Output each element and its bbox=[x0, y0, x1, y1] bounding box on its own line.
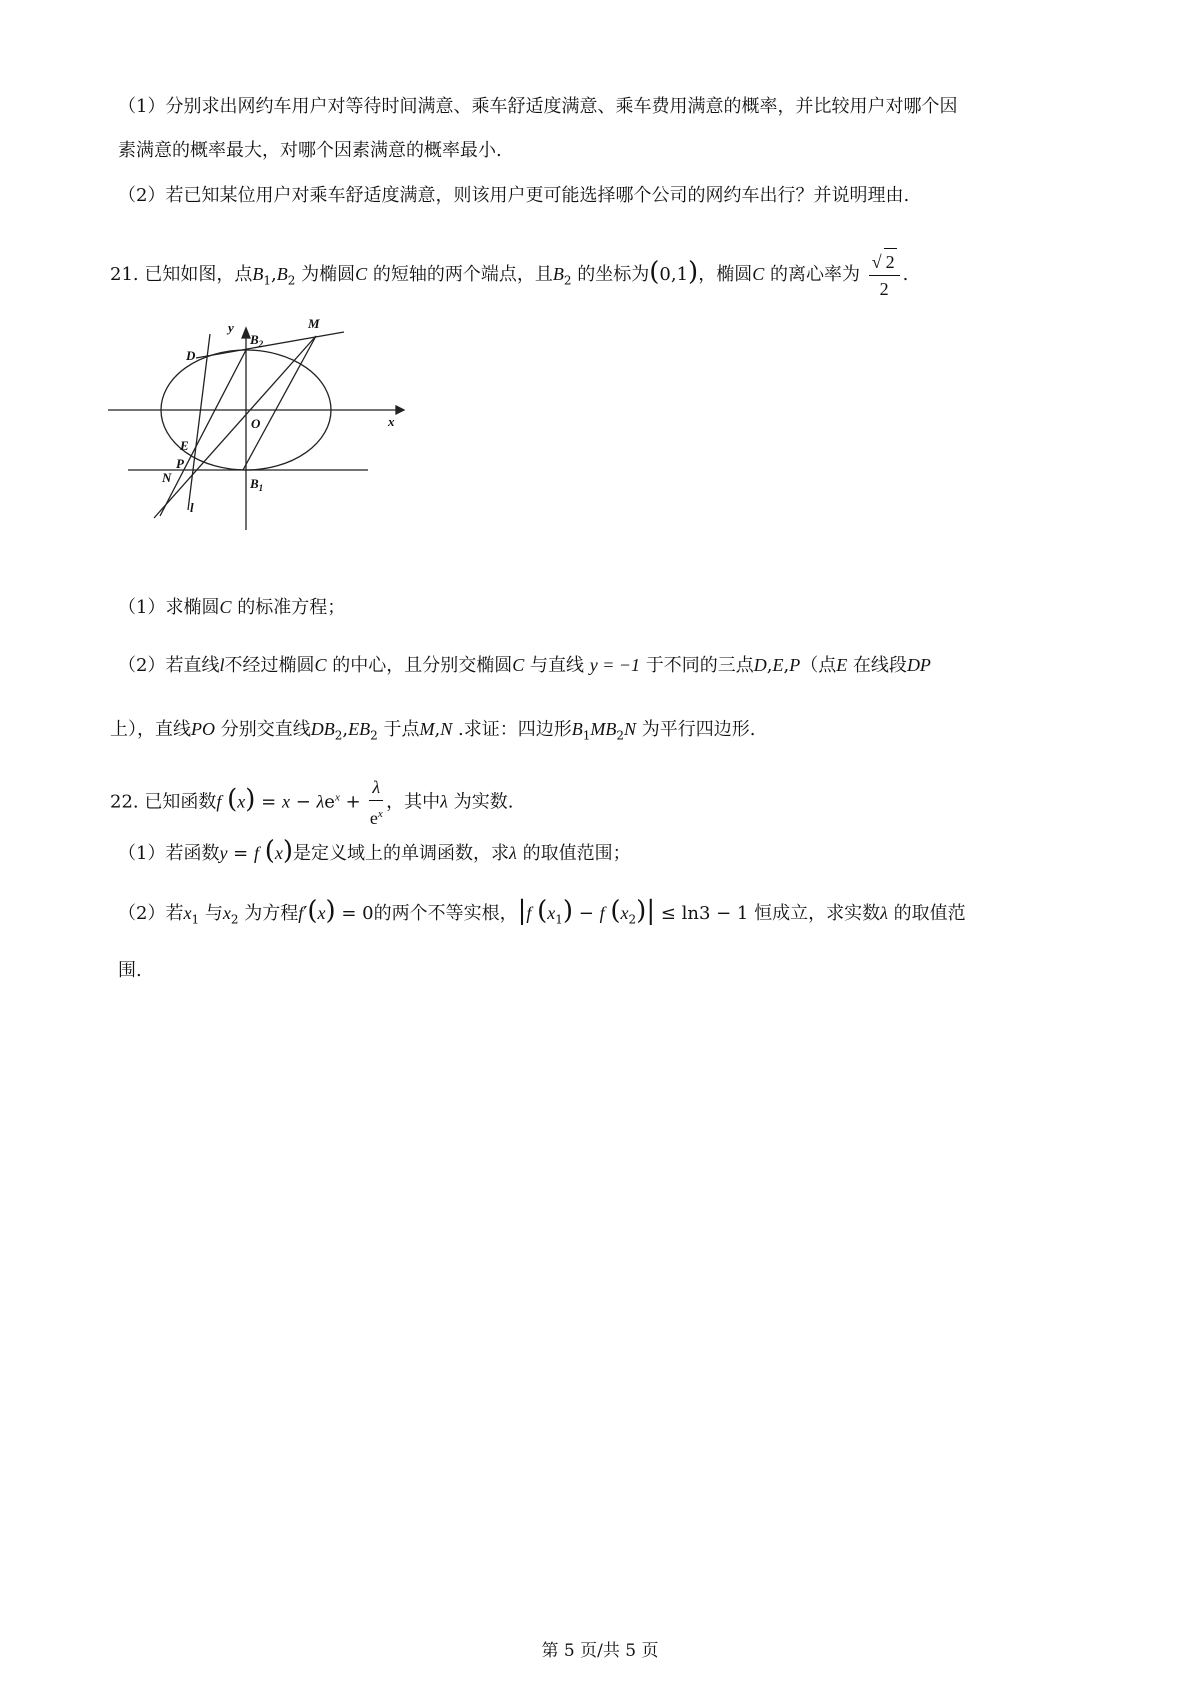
q20-part2: （2）若已知某位用户对乘车舒适度满意，则该用户更可能选择哪个公司的网约车出行？并说明理由. bbox=[118, 185, 910, 206]
y-axis-arrow bbox=[242, 328, 250, 338]
ellipse-figure bbox=[108, 316, 438, 570]
q21-number: 21. bbox=[110, 264, 139, 285]
q22-part1: （1）若函数y = f (x)是定义域上的单调函数，求λ 的取值范围； bbox=[118, 836, 631, 866]
eccentricity-fraction: $\frac{√ 2}{2}$ bbox=[869, 248, 900, 302]
label-b2: $B_2$ bbox=[250, 332, 264, 349]
q21-coord: 0,1 bbox=[659, 264, 689, 285]
label-m: M bbox=[308, 316, 320, 331]
q21-text: 已知如图，点 bbox=[144, 264, 253, 285]
label-o: O bbox=[251, 416, 261, 431]
q21-part2-line1: （2）若直线l不经过椭圆C 的中心，且分别交椭圆C 与直线 y = −1 于不同的三点D,E,P（点E 在线段DP bbox=[118, 655, 931, 676]
q21-statement: 21. 已知如图，点$B_1,B_2$ 为椭圆C 的短轴的两个端点，且$B_2$ 的坐标为(0,1)，椭圆C 的离心率为 $\frac{√ 2}{2}$ . bbox=[110, 248, 1100, 302]
x-axis-arrow bbox=[396, 406, 404, 414]
line-db2m bbox=[196, 332, 344, 358]
page-footer: 第 5 页/共 5 页 bbox=[541, 1641, 659, 1661]
q22-part2-line2: 围. bbox=[118, 960, 142, 981]
q22-part2-line1: （2）若$x_1$ 与$x_2$ 为方程f′(x) = 0的两个不等实根，|f $(x_1) - f$ $(x_2)| \le \ln 3 - 1$ 恒成立，求实数λ 的取值范 bbox=[118, 896, 966, 927]
line-eb2 bbox=[160, 350, 246, 516]
q22-statement: 22. 已知函数f $(x) = x - \lambda e^x$ + $\frac{\lambda}{e^x}$ ，其中λ 为实数. bbox=[110, 774, 1100, 831]
label-d: D bbox=[186, 348, 196, 363]
q21-text: 的离心率为 bbox=[769, 264, 860, 285]
q20-part1-line2: 素满意的概率最大，对哪个因素满意的概率最小. bbox=[118, 140, 502, 161]
lambda-over-ex-fraction: $\frac{\lambda}{e^x}$ bbox=[369, 774, 383, 831]
label-y: y bbox=[228, 320, 234, 335]
label-l: l bbox=[190, 500, 194, 515]
q21-part1: （1）求椭圆C 的标准方程； bbox=[118, 597, 346, 618]
label-p: P bbox=[176, 456, 184, 471]
q21-text: 的短轴的两个端点，且 bbox=[372, 264, 553, 285]
q21-text: 的坐标为 bbox=[577, 264, 650, 285]
line-mb1 bbox=[243, 336, 316, 470]
line-po bbox=[154, 336, 316, 518]
label-n: N bbox=[162, 470, 172, 485]
label-b1: $B_1$ bbox=[250, 476, 264, 493]
label-e: E bbox=[180, 438, 189, 453]
q21-text: ，椭圆 bbox=[698, 264, 753, 285]
q21-text: 为椭圆 bbox=[301, 264, 356, 285]
q20-part1-line1: （1）分别求出网约车用户对等待时间满意、乘车舒适度满意、乘车费用满意的概率，并比较用户对哪个因 bbox=[118, 96, 958, 117]
label-x: x bbox=[388, 414, 395, 429]
q21-part2-line2: 上），直线PO 分别交直线$DB_2,EB_2$ 于点M,N .求证：四边形$B_1MB_2N$ 为平行四边形. bbox=[110, 719, 756, 743]
